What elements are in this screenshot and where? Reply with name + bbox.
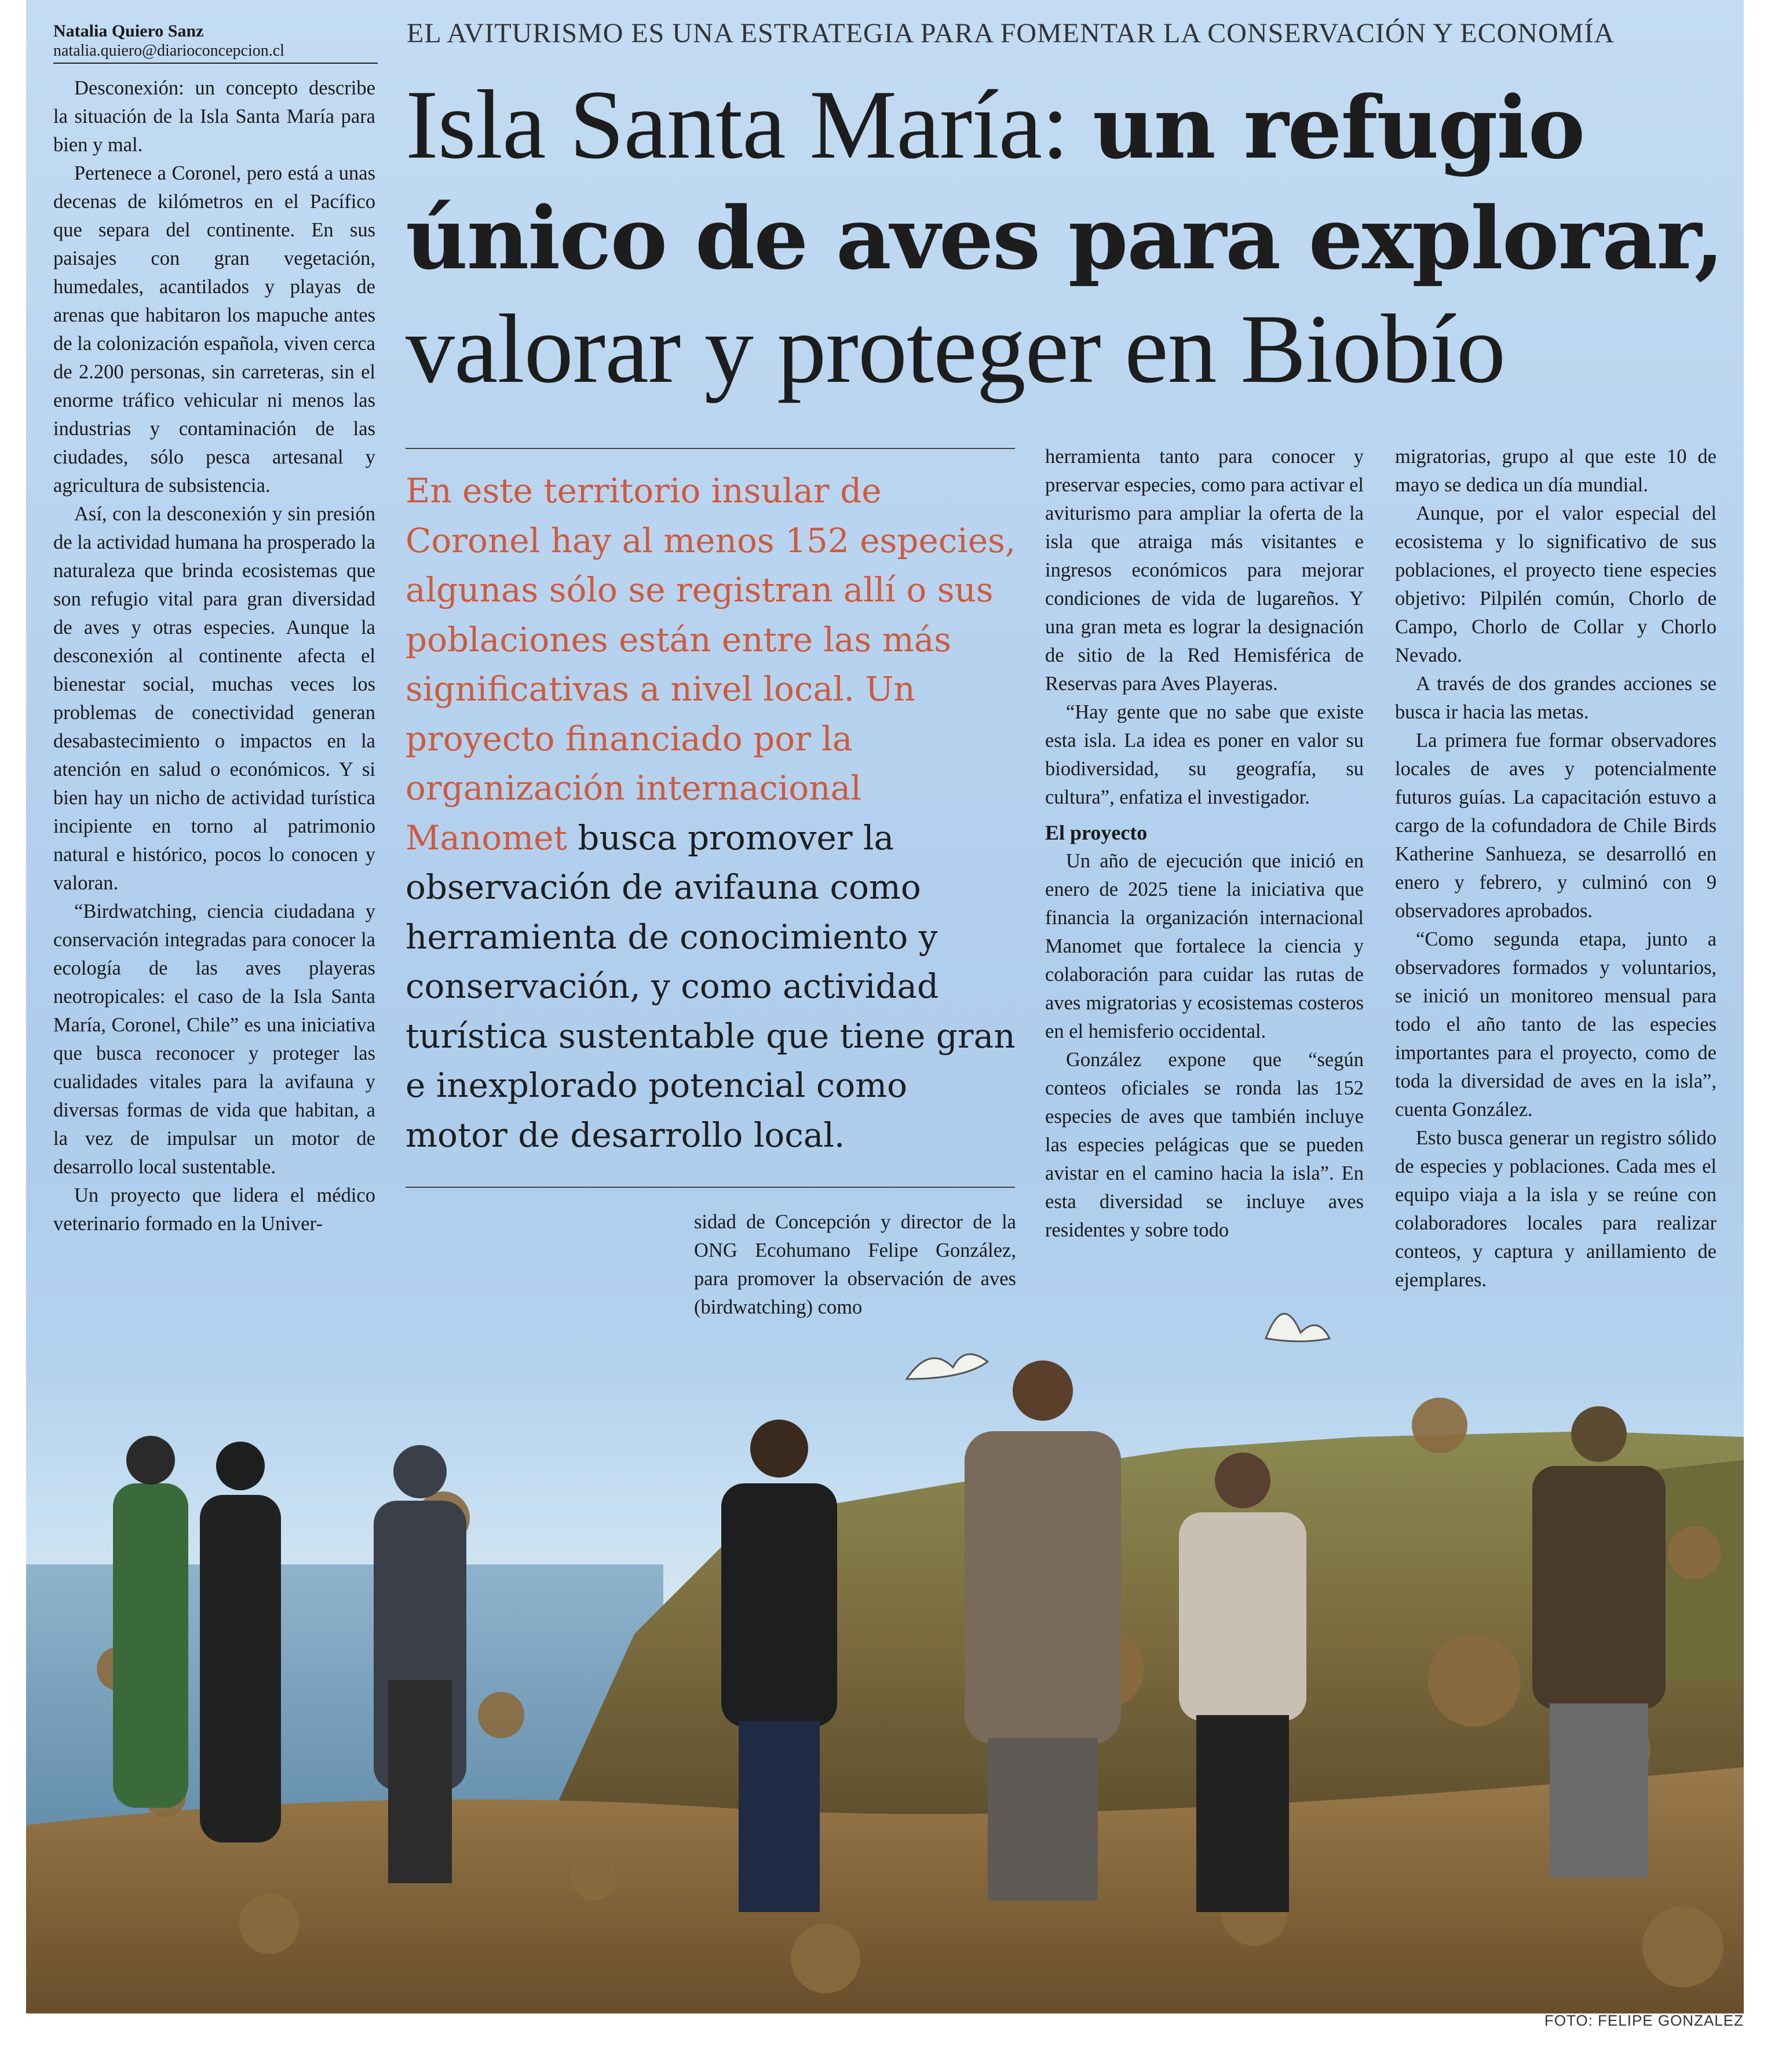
headline-part-3: valorar y proteger en Biobío <box>406 294 1506 403</box>
col1-paragraph: Un proyecto que lidera el médico veterinario formado en la Univer- <box>53 1184 375 1235</box>
kicker: EL AVITURISMO ES UNA ESTRATEGIA PARA FOMENTAR LA CONSERVACIÓN Y ECONOMÍA <box>407 18 1615 49</box>
column-5 <box>1395 443 1717 1294</box>
col5-paragraph: La primera fue formar observadores locales de aves y potencialmente futuros guías. La capacitación estuvo a cargo de la cofundadora de Chile Birds Katherine Sanhueza, se desarrolló en enero y febrero, y culminó con 9 observadores aprobados. <box>1395 729 1717 922</box>
headline-part-1: Isla Santa María: <box>406 70 1093 179</box>
column-4 <box>1045 443 1364 1245</box>
col4-paragraph: “Hay gente que no sabe que existe esta isla. La idea es poner en valor su biodiversidad, su geografía, su cultura”, enfatiza el investigador. <box>1045 701 1364 808</box>
col5-paragraph: Esto busca generar un registro sólido de especies y poblaciones. Cada mes el equipo viaja a la isla y se reúne con colaboradores locales para realizar conteos, y captura y anillamiento de ejemplares. <box>1395 1127 1717 1291</box>
dek-top-rule <box>406 448 1015 449</box>
col3-paragraph: sidad de Concepción y director de la ONG Ecohumano Felipe González, para promover la observación de aves (birdwatching) como <box>694 1211 1016 1318</box>
column-1 <box>53 74 375 1238</box>
author-email: natalia.quiero@diarioconcepcion.cl <box>53 42 378 64</box>
col4-paragraph: herramienta tanto para conocer y preservar especies, como para activar el aviturismo para ampliar la oferta de la isla que atraiga más visitantes e ingresos económicos para mejorar condiciones de vida de lugareños. Y una gran meta es lograr la designación de sitio de la Red Hemisférica de Reservas para Aves Playeras. <box>1045 446 1364 695</box>
dek-text: busca promover la observación de avifauna como herramienta de conocimiento y conservación, y como actividad turística sustentable que tiene gran e inexplorado potencial como motor de desarrollo local. <box>406 818 1016 1155</box>
subhead: El proyecto <box>1045 821 1148 844</box>
dek <box>406 466 1020 1160</box>
col5-paragraph: Aunque, por el valor especial del ecosistema y lo significativo de sus poblaciones, el proyecto tiene especies objetivo: Pilpilén común, Chorlo de Campo, Chorlo de Collar y Chorlo Nevado. <box>1395 502 1717 666</box>
col1-paragraph: Desconexión: un concepto describe la situación de la Isla Santa María para bien y mal. <box>53 77 375 156</box>
byline <box>53 21 378 64</box>
column-3 <box>694 1208 1016 1322</box>
photo-credit: FOTO: FELIPE GONZALEZ <box>1544 2012 1744 2029</box>
headline <box>406 70 1738 407</box>
col1-paragraph: Pertenece a Coronel, pero está a unas decenas de kilómetros en el Pacífico que separa del continente. En sus paisajes con gran vegetación, humedales, acantilados y playas de arenas que habitaron los mapuche antes de la colonización española, viven cerca de 2.200 personas, sin carreteras, sin el enorme tráfico vehicular ni menos las industrias y contaminación de las ciudades, sólo pesca artesanal y agricultura de subsistencia. <box>53 162 375 497</box>
col4-paragraph: Un año de ejecución que inició en enero de 2025 tiene la iniciativa que financia la organización internacional Manomet que fortalece la ciencia y colaboración para cuidar las rutas de aves migratorias y ecosistemas costeros en el hemisferio occidental. <box>1045 850 1364 1042</box>
dek-bottom-rule <box>406 1187 1015 1188</box>
gulls <box>907 1314 1330 1379</box>
col1-paragraph: “Birdwatching, ciencia ciudadana y conservación integradas para conocer la ecología de las aves playeras neotropicales: el caso de la Isla Santa María, Coronel, Chile” es una iniciativa que busca reconocer y proteger las cualidades vitales para la avifauna y diversas formas de vida que habitan, a la vez de impulsar un motor de desarrollo local sustentable. <box>53 900 375 1178</box>
dek-highlight: En este territorio insular de Coronel hay al menos 152 especies, algunas sólo se registran allí o sus poblaciones están entre las más significativas a nivel local. Un proyecto financiado por la organización internacional Manomet <box>406 471 1016 858</box>
col5-paragraph: migratorias, grupo al que este 10 de mayo se dedica un día mundial. <box>1395 446 1717 496</box>
author-name: Natalia Quiero Sanz <box>53 21 204 41</box>
col5-paragraph: A través de dos grandes acciones se busca ir hacia las metas. <box>1395 673 1717 723</box>
col1-paragraph: Así, con la desconexión y sin presión de la actividad humana ha prosperado la naturaleza que brinda ecosistemas que son refugio vital para gran diversidad de aves y otras especies. Aunque la desconexión al continente afecta el bienestar social, muchas veces los problemas de conectividad generan desabastecimiento o impactos en la atención en salud o económicos. Y si bien hay un nicho de actividad turística incipiente en torno al patrimonio natural e histórico, pocos lo conocen y valoran. <box>53 503 375 894</box>
headline-part-2: un refugio único de aves para explorar, <box>406 77 1723 289</box>
col5-paragraph: “Como segunda etapa, junto a observadores formados y voluntarios, se inició un monitoreo mensual para todo el año tanto de las especies importantes para el proyecto, como de toda la diversidad de aves en la isla”, cuenta González. <box>1395 928 1717 1121</box>
col4-paragraph: González expone que “según conteos oficiales se ronda las 152 especies de aves que también incluye las especies pelágicas que se pueden avistar en el camino hacia la isla”. En esta diversidad se incluye aves residentes y sobre todo <box>1045 1049 1364 1241</box>
